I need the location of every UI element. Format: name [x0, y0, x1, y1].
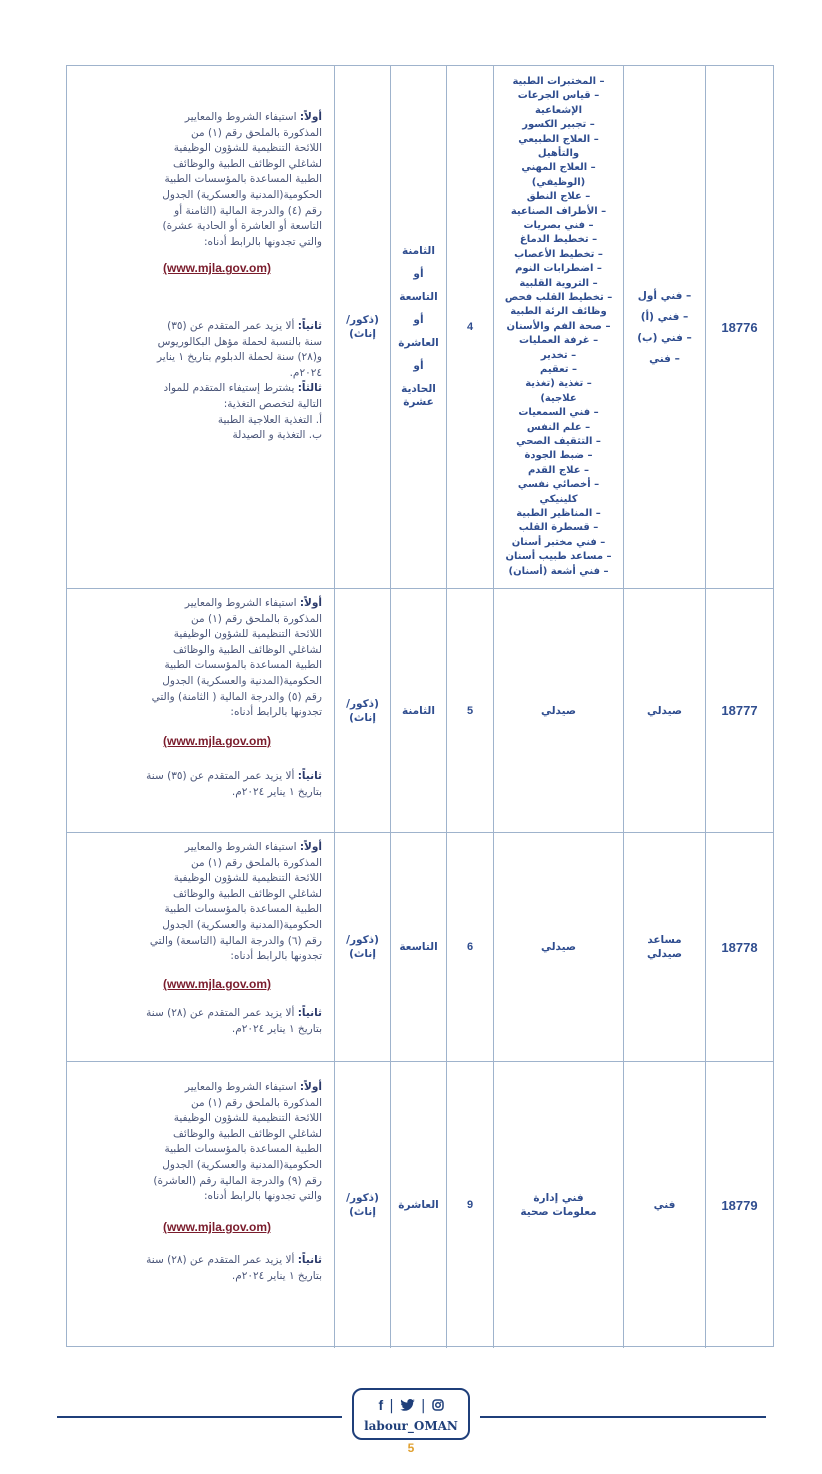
requirement-line: رقم (٥) والدرجة المالية ( الثامنة) والتي [151, 690, 322, 703]
specialization-item: – تخطيط الدماغ [519, 234, 598, 246]
grade-item: الثامنة [402, 245, 435, 257]
requirement-line: الطبية المساعدة بالمؤسسات الطبية [164, 903, 322, 916]
requirement-line: تجدونها بالرابط أدناه: [230, 950, 322, 963]
vacancy-count: 9 [466, 1199, 474, 1211]
requirement-second [112, 1253, 322, 1269]
job-title: فني [653, 1199, 676, 1211]
requirement-line: بتاريخ ١ يناير ٢٠٢٤م. [231, 1022, 322, 1035]
requirement-line: الطبية المساعدة بالمؤسسات الطبية [164, 1143, 322, 1156]
specialization-item: – قياس الجرعات [517, 90, 600, 102]
gender-cell [334, 1062, 390, 1348]
twitter-icon[interactable] [400, 1398, 415, 1414]
gender-value: (ذكور/ إناث) [346, 934, 379, 960]
specialization-item: – تخدير [540, 349, 577, 361]
requirement-line: اللائحة التنظيمية للشؤون الوظيفية [173, 1112, 322, 1125]
gender-value: (ذكور/ إناث) [346, 314, 379, 340]
job-code: 18776 [721, 319, 758, 335]
job-code-cell [705, 589, 773, 832]
requirement-line: لشاغلي الوظائف الطبية والوظائف [172, 157, 322, 170]
requirement-line: التالية لتخصص التغذية: [223, 397, 322, 410]
requirement-label: ثانياً: [297, 770, 322, 783]
specialization: صيدلي [540, 941, 577, 953]
instagram-icon[interactable] [432, 1398, 444, 1414]
grade-item: أو [413, 268, 424, 280]
requirement-first [112, 840, 322, 856]
grade-cell [390, 589, 446, 832]
vacancy-count-cell [446, 66, 493, 588]
separator: | [420, 1398, 426, 1414]
requirement-line: الطبية المساعدة بالمؤسسات الطبية [164, 659, 322, 672]
specialization-item: الإشعاعية [534, 104, 583, 116]
grade-item: التاسعة [399, 291, 438, 303]
grade-value: الثامنة [402, 704, 435, 717]
requirement-line: سنة بالنسبة لحملة مؤهل البكالوريوس [157, 335, 322, 348]
specialization-list [505, 75, 612, 579]
requirement-label: أولاً: [299, 841, 322, 853]
requirement-line: استيفاء الشروط والمعايير [184, 597, 297, 609]
specialization-item: – تغذية (تغذية [525, 378, 592, 390]
job-code: 18778 [721, 939, 758, 955]
requirement-line: ألا يزيد عمر المتقدم عن (٢٨) سنة [146, 1254, 295, 1267]
specialization-item: – مساعد طبيب أسنان [505, 551, 612, 563]
requirements-text [112, 110, 322, 444]
requirement-second [112, 769, 322, 785]
requirement-line: الحكومية(المدنية والعسكرية) الجدول [162, 1158, 322, 1171]
requirement-line: استيفاء الشروط والمعايير [184, 111, 297, 123]
requirement-first [112, 596, 322, 612]
vacancy-count: 5 [466, 704, 474, 717]
job-code: 18779 [721, 1197, 758, 1213]
specialization-item: – علم النفس [526, 421, 591, 433]
specialization-item: – تعقيم [540, 364, 578, 376]
gender-cell [334, 66, 390, 588]
job-code-cell [705, 1062, 773, 1348]
social-icons [354, 1397, 468, 1414]
requirements-text [112, 596, 322, 801]
specialization-item: – صحة الفم والأسنان [506, 320, 611, 332]
facebook-icon[interactable]: f [378, 1397, 384, 1413]
specialization-item: – العلاج الطبيعي [518, 133, 599, 145]
requirement-label: أولاً: [299, 1081, 322, 1093]
page-number: 5 [407, 1441, 415, 1455]
job-title: صيدلي [646, 704, 683, 717]
grade-value: التاسعة [399, 941, 438, 953]
specialization: صيدلي [540, 704, 577, 717]
gender-cell [334, 833, 390, 1061]
table-row [67, 833, 773, 1062]
specialization-item: (الوظيفي) [531, 176, 586, 188]
specialization-item: – تخطيط الأعصاب [514, 248, 603, 260]
gender-value: (ذكور/ إناث) [346, 1192, 379, 1218]
requirement-line: لشاغلي الوظائف الطبية والوظائف [172, 887, 322, 900]
grade-item: أو [413, 360, 424, 372]
specialization-item: علاجية) [540, 392, 577, 404]
specialization-cell [493, 1062, 623, 1348]
table-row [67, 66, 773, 589]
table-row [67, 1062, 773, 1348]
vacancy-count-cell [446, 833, 493, 1061]
requirement-line: يشترط إستيفاء المتقدم للمواد [163, 382, 295, 395]
requirements-text [112, 1080, 322, 1285]
mjla-link[interactable]: (www.mjla.gov.om) [162, 733, 271, 748]
grade-item: عشرة [403, 396, 434, 408]
specialization-item: – قسطرة القلب [518, 522, 599, 534]
specialization-cell [493, 833, 623, 1061]
requirement-line: اللائحة التنظيمية للشؤون الوظيفية [173, 872, 322, 885]
requirement-line: المذكورة بالملحق رقم (١) من [191, 856, 322, 869]
requirement-line: ألا يزيد عمر المتقدم عن (٣٥) سنة [146, 770, 295, 783]
requirement-line: الحكومية(المدنية والعسكرية) الجدول [162, 918, 322, 931]
requirement-line: والتي تجدونها بالرابط أدناه: [203, 1190, 322, 1203]
job-title-cell [623, 1062, 705, 1348]
mjla-link[interactable]: (www.mjla.gov.om) [162, 261, 271, 276]
specialization-item: – الأطراف الصناعية [510, 205, 607, 217]
specialization-item: – علاج القدم [527, 464, 590, 476]
requirement-line: لشاغلي الوظائف الطبية والوظائف [172, 1127, 322, 1140]
specialization-item: – اضطرابات النوم [515, 263, 602, 275]
specialization-item: – ضبط الجودة [524, 450, 593, 462]
requirement-line: المذكورة بالملحق رقم (١) من [191, 612, 322, 625]
requirement-line: رقم (٤) والدرجة المالية (الثامنة أو [174, 204, 322, 217]
specialization-item: – فني مختبر أسنان [511, 536, 606, 548]
requirement-line: الطبية المساعدة بالمؤسسات الطبية [164, 173, 322, 186]
social-badge [352, 1388, 470, 1440]
jobs-table [66, 65, 774, 1347]
job-title-item: – فني (أ) [640, 310, 689, 323]
requirements-cell [65, 589, 334, 832]
requirement-line: ٢٠٢٤م. [289, 366, 322, 379]
requirement-line: أ. التغذية العلاجية الطبية [217, 413, 322, 426]
specialization-item: – فني أشعة (أسنان) [508, 565, 609, 577]
job-code: 18777 [721, 703, 758, 718]
specialization-item: – المختبرات الطبية [512, 75, 605, 87]
mjla-link[interactable]: (www.mjla.gov.om) [162, 1219, 271, 1234]
specialization-cell [493, 66, 623, 588]
vacancy-count: 6 [466, 941, 474, 953]
gender-value: (ذكور/ إناث) [346, 697, 379, 724]
requirement-second [112, 319, 322, 335]
requirement-third [112, 381, 322, 397]
requirement-first [112, 110, 322, 126]
specialization-item: – تجبير الكسور [522, 119, 595, 131]
job-title-item: – فني [649, 352, 680, 365]
requirement-line: تجدونها بالرابط أدناه: [230, 706, 322, 719]
vacancy-count: 4 [466, 321, 474, 333]
specialization-item: – أخصائي نفسي [517, 479, 600, 491]
requirement-line: استيفاء الشروط والمعايير [184, 841, 297, 853]
job-title: مساعد صيدلي [646, 934, 683, 960]
job-title-list [637, 281, 692, 374]
job-code-cell [705, 833, 773, 1061]
vacancy-count-cell [446, 1062, 493, 1348]
job-title-item: – فني (ب) [637, 331, 692, 344]
requirements-text [112, 840, 322, 1038]
specialization-item: – التثقيف الصحي [516, 436, 601, 448]
requirements-cell [65, 1062, 334, 1348]
requirement-line: الحكومية(المدنية والعسكرية) الجدول [162, 674, 322, 687]
vacancy-count-cell [446, 589, 493, 832]
gender-cell [334, 589, 390, 832]
grade-item: أو [413, 314, 424, 326]
grade-cell [390, 833, 446, 1061]
specialization-item: كلينيكي [539, 493, 578, 505]
requirement-line: المذكورة بالملحق رقم (١) من [191, 126, 322, 139]
specialization-item: وظائف الرئة الطبية [510, 306, 607, 318]
requirement-line: لشاغلي الوظائف الطبية والوظائف [172, 643, 322, 656]
job-code-cell [705, 66, 773, 588]
specialization-item: – العلاج المهني [521, 162, 596, 174]
requirement-line: والتي تجدونها بالرابط أدناه: [203, 235, 322, 248]
requirement-line: التاسعة أو العاشرة أو الحادية عشرة) [162, 220, 322, 233]
requirement-label: ثانياً: [297, 1254, 322, 1267]
requirement-line: ألا يزيد عمر المتقدم عن (٢٨) سنة [146, 1007, 295, 1020]
specialization-item: والتأهيل [537, 147, 580, 159]
requirement-second [112, 1006, 322, 1022]
requirements-cell [65, 66, 334, 588]
specialization-item: – غرفة العمليات [518, 335, 599, 347]
table-row [67, 589, 773, 833]
grade-item: الحادية [401, 383, 436, 395]
requirement-line: و(٢٨) سنة لحملة الدبلوم بتاريخ ١ يناير [157, 351, 322, 364]
job-title-item: – فني أول [637, 289, 692, 302]
requirement-line: الحكومية(المدنية والعسكرية) الجدول [162, 188, 322, 201]
requirement-label: ثانياً: [297, 319, 322, 332]
specialization-item: – التروية القلبية [519, 277, 598, 289]
requirement-first [112, 1080, 322, 1096]
specialization-item: – علاج النطق [526, 191, 591, 203]
job-title-cell [623, 833, 705, 1061]
specialization-item: – فني السمعيات [518, 407, 599, 419]
separator: | [389, 1398, 394, 1414]
specialization-cell [493, 589, 623, 832]
job-title-cell [623, 66, 705, 588]
requirement-label: أولاً: [299, 111, 322, 123]
grade-item: العاشرة [398, 337, 439, 349]
requirement-line: استيفاء الشروط والمعايير [184, 1081, 297, 1093]
specialization-item: – تخطيط القلب فحص [504, 291, 613, 303]
specialization-item: – فني بصريات [523, 219, 594, 231]
specialization: فني إدارة معلومات صحية [520, 1192, 597, 1218]
requirement-line: ب. التغذية و الصيدلة [232, 429, 322, 442]
requirement-label: ثالثاً: [297, 382, 322, 395]
requirement-label: أولاً: [299, 597, 322, 609]
grade-cell [390, 66, 446, 588]
footer-divider-right [480, 1416, 766, 1418]
grade-value: العاشرة [398, 1199, 439, 1211]
specialization-item: – المناظير الطبية [516, 508, 601, 520]
social-handle[interactable]: labour_OMAN [364, 1419, 458, 1433]
requirement-line: بتاريخ ١ يناير ٢٠٢٤م. [231, 1269, 322, 1282]
grade-list [398, 235, 438, 419]
job-title-cell [623, 589, 705, 832]
requirement-line: رقم (٩) والدرجة المالية رقم (العاشرة) [153, 1174, 322, 1187]
requirement-line: اللائحة التنظيمية للشؤون الوظيفية [173, 142, 322, 155]
requirement-line: المذكورة بالملحق رقم (١) من [191, 1096, 322, 1109]
requirement-line: اللائحة التنظيمية للشؤون الوظيفية [173, 628, 322, 641]
footer-divider-left [57, 1416, 342, 1418]
requirement-line: ألا يزيد عمر المتقدم عن (٣٥) [167, 319, 295, 332]
requirement-label: ثانياً: [297, 1007, 322, 1020]
grade-cell [390, 1062, 446, 1348]
requirement-line: رقم (٦) والدرجة المالية (التاسعة) والتي [149, 934, 322, 947]
requirements-cell [65, 833, 334, 1061]
requirement-line: بتاريخ ١ يناير ٢٠٢٤م. [231, 785, 322, 798]
mjla-link[interactable]: (www.mjla.gov.om) [162, 976, 271, 991]
